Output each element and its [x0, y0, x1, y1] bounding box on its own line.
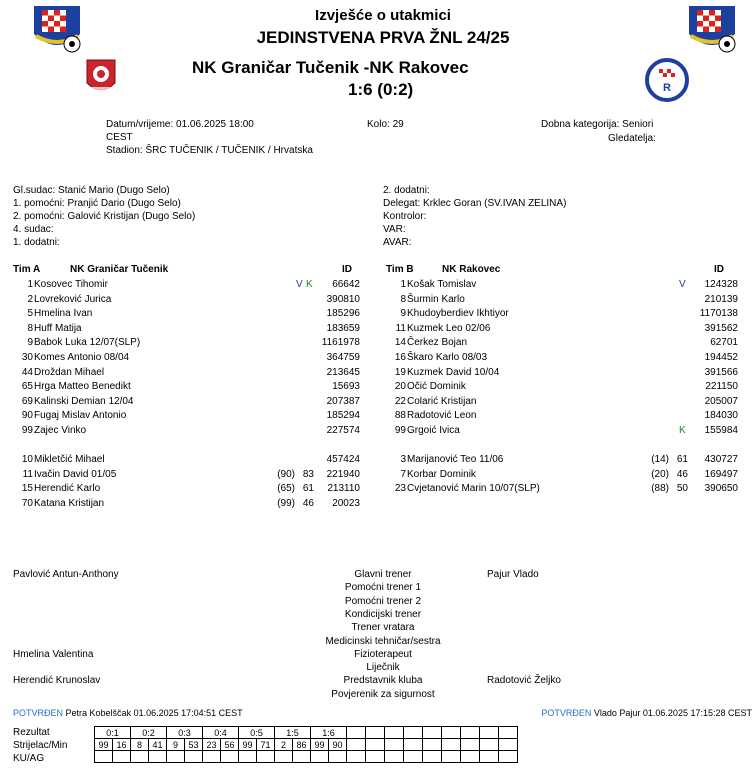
empty-cell [347, 739, 366, 751]
away-head-coach: Pajur Vlado [487, 569, 539, 580]
player-number: 20 [394, 381, 406, 393]
player-name: Očić Dominik [407, 381, 466, 393]
player-number: 88 [394, 410, 406, 422]
label-ku-ag: KU/AG [13, 753, 45, 764]
player-name: Kalinski Demian 12/04 [34, 395, 134, 407]
empty-cell [366, 727, 385, 739]
player-name: Škaro Karlo 08/03 [407, 352, 488, 363]
match-round: Kolo: 29 [367, 119, 404, 130]
staff-role: Medicinski tehničar/sestra [325, 635, 441, 647]
match-datetime: Datum/vrijeme: 01.06.2025 18:00 [106, 119, 254, 130]
sub-name: Mikletčić Mihael [34, 454, 105, 465]
away-confirmation-text: Vlado Pajur 01.06.2025 17:15:28 CEST [593, 708, 752, 718]
sub-minute: 83 [302, 468, 314, 480]
empty-cell [423, 739, 442, 751]
player-name: Hrga Matteo Benedikt [34, 381, 131, 393]
player-id: 205007 [704, 395, 738, 407]
sub-name: Herendić Karlo [34, 483, 101, 495]
player-id: 221150 [705, 381, 738, 393]
scorer-minute-cell: 86 [293, 739, 311, 751]
empty-cell [347, 727, 366, 739]
empty-cell [293, 751, 311, 763]
empty-cell [366, 739, 385, 751]
empty-cell [499, 739, 518, 751]
spectators: Gledatelja: [608, 133, 656, 144]
team-separator: - [363, 58, 370, 77]
player-name: Hmelina Ivan [34, 308, 93, 320]
result-row [95, 727, 518, 739]
player-name: Lovreković Jurica [34, 293, 112, 305]
sub-minute: 61 [302, 483, 314, 495]
empty-cell [131, 751, 149, 763]
sub-replaced: (14) [651, 454, 669, 465]
staff-role: Fizioterapeut [354, 648, 412, 660]
label-scorer-minute: Strijelac/Min [13, 740, 68, 751]
official-main-referee: Gl.sudac: Stanić Mario (Dugo Selo) [13, 185, 170, 196]
keeper-mark: K [306, 279, 313, 290]
player-number: 90 [21, 410, 33, 422]
player-number: 65 [21, 381, 33, 393]
empty-cell [385, 727, 404, 739]
player-number: 99 [394, 425, 406, 436]
player-id: 364759 [326, 352, 360, 363]
team-a-id-header: ID [342, 264, 352, 275]
sub-number: 11 [22, 468, 33, 480]
empty-cell [366, 751, 385, 763]
staff-role: Pomoćni trener 1 [344, 582, 422, 594]
sub-name: Marijanović Teo 11/06 [407, 454, 504, 465]
player-id: 184030 [704, 410, 738, 422]
away-team-name: NK Rakovec [369, 58, 469, 77]
league-title: JEDINSTVENA PRVA ŽNL 24/25 [256, 28, 510, 47]
sub-minute: 50 [676, 483, 688, 495]
empty-cell [404, 727, 423, 739]
official-avar: AVAR: [383, 237, 412, 248]
empty-cell [113, 751, 131, 763]
staff-role: Glavni trener [354, 569, 412, 580]
scoring-table [94, 726, 518, 763]
sub-minute: 46 [302, 497, 314, 509]
official-additional-1: 1. dodatni: [13, 237, 60, 248]
player-id: 124328 [704, 279, 738, 290]
scorer-minute-cell: 41 [149, 739, 167, 751]
player-name: Huff Matija [34, 322, 82, 334]
sub-replaced: (88) [651, 483, 669, 495]
sub-number: 70 [21, 497, 33, 509]
player-id: 391566 [704, 366, 738, 378]
official-var: VAR: [383, 224, 406, 235]
player-number: 1 [27, 279, 33, 290]
ku-ag-row [95, 751, 518, 763]
scorer-row [95, 739, 518, 751]
sub-replaced: (65) [277, 483, 295, 495]
age-category: Dobna kategorija: Seniori [541, 119, 654, 130]
sub-id: 221940 [326, 468, 360, 480]
player-name: Šurmin Karlo [407, 293, 465, 305]
sub-number: 10 [21, 454, 33, 465]
player-number: 14 [394, 337, 406, 349]
player-number: 99 [21, 425, 33, 436]
player-id: 66642 [332, 279, 360, 290]
keeper-mark: K [679, 425, 686, 436]
empty-cell [404, 739, 423, 751]
empty-cell [347, 751, 366, 763]
empty-cell [203, 751, 221, 763]
empty-cell [329, 751, 347, 763]
sub-id: 213110 [327, 483, 360, 495]
empty-cell [275, 751, 293, 763]
player-number: 19 [394, 366, 406, 378]
player-id: 390810 [326, 293, 360, 305]
sub-replaced: (90) [277, 468, 295, 480]
player-id: 62701 [710, 337, 738, 349]
sub-name: Korbar Dominik [407, 468, 476, 480]
player-id: 15693 [332, 381, 360, 393]
home-club-logo [84, 57, 118, 97]
home-confirmation-status: POTVRĐEN [13, 708, 64, 718]
captain-mark: V [296, 279, 303, 290]
result-cell: 0:4 [203, 727, 239, 739]
result-cell: 0:1 [95, 727, 131, 739]
away-club-logo [645, 58, 689, 102]
home-club-representative: Herendić Krunoslav [13, 675, 101, 686]
official-additional-2: 2. dodatni: [383, 185, 430, 196]
player-number: 9 [400, 308, 406, 320]
scorer-number-cell: 99 [311, 739, 329, 751]
staff-role: Liječnik [366, 662, 400, 674]
player-name: Babok Luka 12/07(SLP) [34, 337, 141, 349]
scorer-minute-cell: 90 [329, 739, 347, 751]
player-number: 69 [21, 395, 33, 407]
empty-cell [480, 739, 499, 751]
empty-cell [311, 751, 329, 763]
result-cell: 0:5 [239, 727, 275, 739]
player-name: Komes Antonio 08/04 [34, 352, 130, 363]
empty-cell [257, 751, 275, 763]
empty-cell [149, 751, 167, 763]
player-id: 1161978 [321, 337, 360, 349]
player-name: Kuzmek David 10/04 [407, 366, 500, 378]
home-confirmation [13, 708, 243, 718]
staff-role: Povjerenik za sigurnost [331, 688, 435, 700]
county-crest-right-logo [683, 0, 741, 58]
player-number: 9 [27, 337, 33, 349]
player-id: 213645 [326, 366, 360, 378]
scorer-minute-cell: 71 [257, 739, 275, 751]
official-delegate: Delegat: Krklec Goran (SV.IVAN ZELINA) [383, 198, 567, 209]
player-name: Khudoyberdiev Ikhtiyor [407, 308, 509, 320]
team-b-label: Tim B [386, 264, 414, 275]
player-number: 2 [27, 293, 33, 305]
player-number: 11 [395, 322, 406, 334]
sub-number: 15 [21, 483, 33, 495]
scorer-minute-cell: 53 [185, 739, 203, 751]
scorer-number-cell: 2 [275, 739, 293, 751]
empty-cell [385, 751, 404, 763]
empty-cell [442, 751, 461, 763]
away-club-representative: Radotović Željko [487, 675, 561, 686]
county-crest-left-logo [28, 0, 86, 58]
empty-cell [385, 739, 404, 751]
sub-replaced: (20) [651, 468, 669, 480]
player-name: Čerkez Bojan [407, 337, 468, 349]
staff-role: Predstavnik kluba [343, 675, 423, 687]
scorer-minute-cell: 16 [113, 739, 131, 751]
player-number: 16 [394, 352, 406, 363]
sub-name: Ivačin David 01/05 [34, 468, 117, 480]
official-controller: Kontrolor: [383, 211, 427, 222]
player-name: Košak Tomislav [407, 279, 477, 290]
player-id: 185296 [326, 308, 360, 320]
sub-number: 3 [400, 454, 406, 465]
player-name: Radotović Leon [407, 410, 477, 422]
sub-minute: 61 [676, 454, 688, 465]
scorer-number-cell: 8 [131, 739, 149, 751]
empty-cell [442, 727, 461, 739]
player-id: 391562 [704, 322, 738, 334]
player-id: 194452 [704, 352, 738, 363]
home-confirmation-text: Petra Kobelščak 01.06.2025 17:04:51 CEST [65, 708, 243, 718]
player-name: Zajec Vinko [34, 425, 87, 436]
empty-cell [221, 751, 239, 763]
away-confirmation-status: POTVRĐEN [541, 708, 592, 718]
sub-replaced: (99) [277, 497, 295, 509]
scorer-number-cell: 9 [167, 739, 185, 751]
team-a-name: NK Graničar Tučenik [70, 264, 169, 275]
player-number: 30 [21, 352, 33, 363]
sub-minute: 46 [676, 468, 688, 480]
sub-id: 169497 [704, 468, 738, 480]
match-stadium: Stadion: ŠRC TUČENIK / TUČENIK / Hrvatska [106, 145, 313, 156]
captain-mark: V [679, 279, 686, 290]
staff-role: Pomoćni trener 2 [344, 595, 422, 607]
empty-cell [239, 751, 257, 763]
staff-role: Trener vratara [351, 622, 415, 634]
staff-role: Kondicijski trener [344, 608, 422, 620]
scorer-number-cell: 99 [239, 739, 257, 751]
player-name: Kuzmek Leo 02/06 [407, 322, 491, 334]
official-fourth: 4. sudac: [13, 224, 54, 235]
empty-cell [461, 751, 480, 763]
empty-cell [404, 751, 423, 763]
away-confirmation [541, 708, 752, 718]
empty-cell [480, 751, 499, 763]
player-number: 1 [400, 279, 406, 290]
match-timezone: CEST [106, 132, 133, 143]
empty-cell [423, 751, 442, 763]
player-number: 22 [394, 395, 406, 407]
home-team-name: NK Graničar Tučenik [192, 58, 359, 77]
sub-id: 430727 [704, 454, 738, 465]
team-b-id-header: ID [714, 264, 724, 275]
player-id: 227574 [326, 425, 360, 436]
team-b-name: NK Rakovec [442, 264, 501, 275]
empty-cell [499, 751, 518, 763]
player-id: 210139 [704, 293, 738, 305]
player-id: 185294 [326, 410, 360, 422]
player-id: 207387 [326, 395, 360, 407]
team-a-label: Tim A [13, 264, 41, 275]
sub-id: 390650 [704, 483, 738, 495]
empty-cell [480, 727, 499, 739]
result-cell: 1:6 [311, 727, 347, 739]
empty-cell [461, 727, 480, 739]
home-physio: Hmelina Valentina [13, 649, 94, 660]
player-name: Fugaj Mislav Antonio [34, 410, 127, 422]
player-name: Droždan Mihael [34, 366, 105, 378]
player-id: 1170138 [699, 308, 738, 320]
player-number: 5 [27, 308, 33, 320]
match-title [192, 58, 469, 78]
sub-number: 23 [394, 483, 406, 495]
svg-text:R: R [663, 82, 671, 94]
empty-cell [499, 727, 518, 739]
player-number: 8 [27, 322, 33, 334]
result-cell: 0:3 [167, 727, 203, 739]
sub-name: Katana Kristijan [34, 497, 105, 509]
sub-id: 457424 [326, 454, 360, 465]
scorer-number-cell: 99 [95, 739, 113, 751]
empty-cell [423, 727, 442, 739]
sub-number: 7 [400, 468, 406, 480]
scorer-number-cell: 23 [203, 739, 221, 751]
empty-cell [185, 751, 203, 763]
player-id: 155984 [704, 425, 738, 436]
player-name: Grgoić Ivica [407, 425, 460, 436]
result-cell: 0:2 [131, 727, 167, 739]
official-assistant-1: 1. pomoćni: Pranjić Dario (Dugo Selo) [13, 198, 181, 209]
player-name: Colarić Kristijan [407, 395, 477, 407]
sub-id: 20023 [332, 497, 360, 509]
sub-name: Cvjetanović Marin 10/07(SLP) [407, 483, 540, 495]
player-number: 8 [400, 293, 406, 305]
result-cell: 1:5 [275, 727, 311, 739]
label-result: Rezultat [13, 727, 50, 738]
player-id: 183659 [326, 322, 360, 334]
empty-cell [95, 751, 113, 763]
match-score: 1:6 (0:2) [348, 80, 414, 99]
scorer-minute-cell: 56 [221, 739, 239, 751]
report-title: Izvješće o utakmici [315, 7, 451, 24]
empty-cell [442, 739, 461, 751]
official-assistant-2: 2. pomoćni: Galović Kristijan (Dugo Selo) [13, 211, 196, 222]
empty-cell [167, 751, 185, 763]
empty-cell [461, 739, 480, 751]
player-name: Kosovec Tihomir [34, 279, 108, 290]
player-number: 44 [21, 366, 33, 378]
home-head-coach: Pavlović Antun-Anthony [13, 569, 119, 580]
